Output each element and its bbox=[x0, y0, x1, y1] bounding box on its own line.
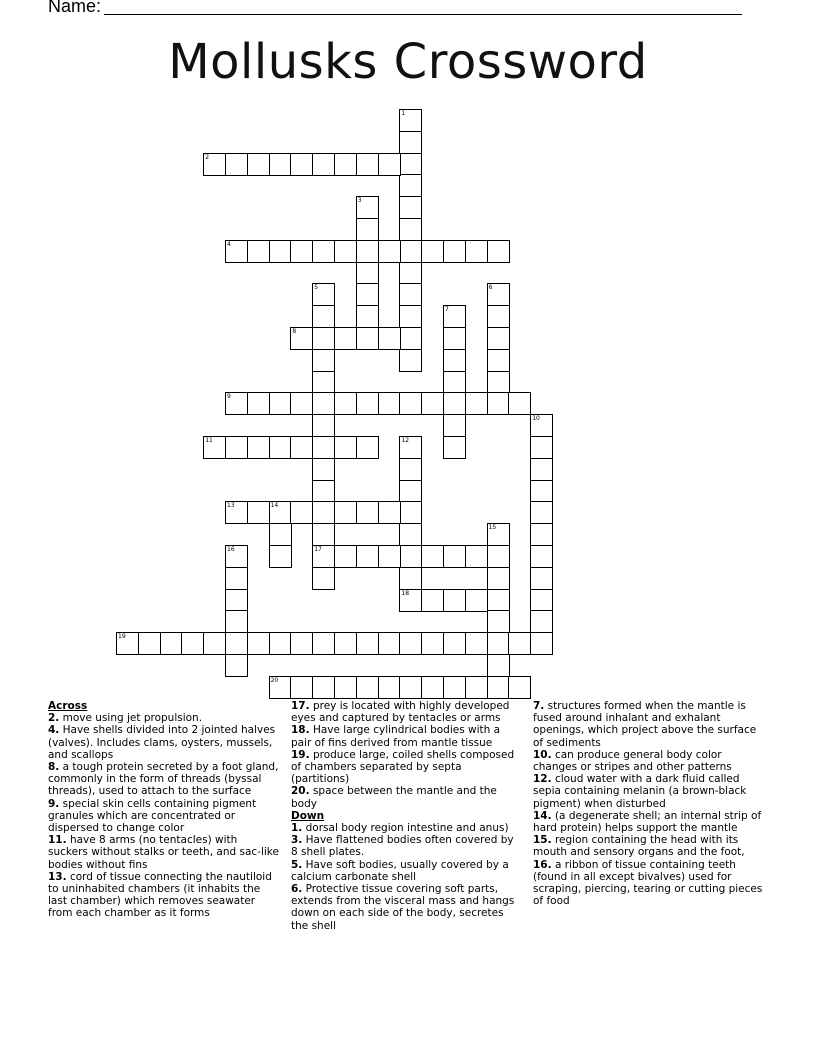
clue-item bbox=[533, 834, 769, 858]
crossword-cell[interactable] bbox=[203, 632, 226, 655]
crossword-cell[interactable] bbox=[247, 632, 270, 655]
crossword-cell[interactable] bbox=[487, 283, 510, 306]
crossword-cell[interactable] bbox=[225, 545, 248, 568]
crossword-cell[interactable] bbox=[508, 676, 531, 699]
crossword-cell[interactable] bbox=[225, 392, 248, 415]
crossword-cell[interactable] bbox=[465, 589, 488, 612]
crossword-cell[interactable] bbox=[530, 458, 553, 481]
crossword-cell[interactable] bbox=[421, 589, 444, 612]
clue-text: can produce general body color changes or stripes and other patterns bbox=[533, 748, 732, 774]
crossword-cell[interactable] bbox=[399, 196, 422, 219]
crossword-cell[interactable] bbox=[399, 436, 422, 459]
crossword-cell[interactable] bbox=[378, 501, 401, 524]
crossword-cell[interactable] bbox=[290, 392, 313, 415]
crossword-cell[interactable] bbox=[356, 283, 379, 306]
clue-item bbox=[291, 859, 523, 883]
crossword-cell[interactable] bbox=[399, 523, 422, 546]
crossword-cell[interactable] bbox=[399, 262, 422, 285]
clue-number: 20. bbox=[291, 785, 310, 798]
clue-item bbox=[291, 883, 523, 932]
crossword-cell[interactable] bbox=[356, 632, 379, 655]
crossword-cell[interactable] bbox=[269, 240, 292, 263]
clue-item bbox=[291, 700, 523, 724]
crossword-cell[interactable] bbox=[487, 240, 510, 263]
crossword-cell[interactable] bbox=[356, 436, 379, 459]
crossword-cell[interactable] bbox=[312, 458, 335, 481]
crossword-cell[interactable] bbox=[225, 501, 248, 524]
crossword-cell[interactable] bbox=[290, 327, 313, 350]
crossword-cell[interactable] bbox=[487, 523, 510, 546]
crossword-cell[interactable] bbox=[399, 218, 422, 241]
crossword-cell[interactable] bbox=[487, 545, 510, 568]
clue-number: 17. bbox=[291, 700, 310, 712]
clue-text: Have flattened bodies often covered by 8 shell plates. bbox=[291, 834, 514, 859]
crossword-cell[interactable] bbox=[312, 349, 335, 372]
clue-text: cloud water with a dark fluid called sepia containing melanin (a brown-black pigment) when disturbed bbox=[533, 773, 747, 810]
clue-item bbox=[533, 773, 769, 810]
crossword-cell[interactable] bbox=[399, 283, 422, 306]
clue-text: (a degenerate shell; an internal strip of hard protein) helps support the mantle bbox=[533, 809, 762, 835]
crossword-cell[interactable] bbox=[312, 501, 335, 524]
crossword-cell[interactable] bbox=[421, 240, 444, 263]
crossword-cell[interactable] bbox=[465, 676, 488, 699]
crossword-cell[interactable] bbox=[312, 305, 335, 328]
crossword-cell[interactable] bbox=[290, 153, 313, 176]
crossword-cell[interactable] bbox=[421, 632, 444, 655]
crossword-cell[interactable] bbox=[530, 436, 553, 459]
clue-number: 19 bbox=[118, 633, 126, 641]
clue-number: 10. bbox=[533, 748, 552, 761]
clue-number: 3 bbox=[357, 197, 362, 205]
crossword-cell[interactable] bbox=[247, 240, 270, 263]
clue-number: 7 bbox=[445, 306, 449, 314]
crossword-cell[interactable] bbox=[269, 501, 292, 524]
crossword-cell[interactable] bbox=[312, 283, 335, 306]
crossword-cell[interactable] bbox=[443, 414, 466, 437]
crossword-cell[interactable] bbox=[487, 676, 510, 699]
clue-heading: Down bbox=[291, 809, 325, 822]
crossword-cell[interactable] bbox=[443, 589, 466, 612]
crossword-cell[interactable] bbox=[378, 545, 401, 568]
crossword-cell[interactable] bbox=[508, 392, 531, 415]
clue-number: 12. bbox=[533, 773, 552, 786]
crossword-cell[interactable] bbox=[487, 654, 510, 677]
crossword-cell[interactable] bbox=[269, 632, 292, 655]
crossword-cell[interactable] bbox=[443, 371, 466, 394]
crossword-cell[interactable] bbox=[530, 545, 553, 568]
crossword-cell[interactable] bbox=[312, 480, 335, 503]
clue-text: space between the mantle and the body bbox=[291, 785, 497, 810]
crossword-cell[interactable] bbox=[530, 589, 553, 612]
page-title: Mollusks Crossword bbox=[168, 34, 648, 90]
clue-item bbox=[291, 749, 523, 786]
crossword-cell[interactable] bbox=[399, 676, 422, 699]
crossword-cell[interactable] bbox=[334, 545, 357, 568]
clue-number: 10 bbox=[532, 415, 540, 423]
clue-number: 16 bbox=[227, 546, 235, 553]
crossword-cell[interactable] bbox=[508, 632, 531, 655]
clue-text: move using jet propulsion. bbox=[59, 712, 203, 725]
clue-text: a tough protein secreted by a foot gland, commonly in the form of threads (byssal threads), used to attach to the surface bbox=[48, 761, 279, 798]
clue-column-3 bbox=[533, 700, 769, 907]
crossword-cell[interactable] bbox=[312, 567, 335, 590]
crossword-cell[interactable] bbox=[225, 589, 248, 612]
crossword-cell[interactable] bbox=[290, 501, 313, 524]
crossword-cell[interactable] bbox=[356, 218, 379, 241]
crossword-cell[interactable] bbox=[421, 392, 444, 415]
crossword-cell[interactable] bbox=[378, 676, 401, 699]
crossword-cell[interactable] bbox=[399, 458, 422, 481]
crossword-cell[interactable] bbox=[356, 545, 379, 568]
crossword-cell[interactable] bbox=[334, 501, 357, 524]
clue-number: 8 bbox=[292, 328, 297, 335]
clue-number: 18 bbox=[401, 589, 410, 597]
clue-item bbox=[48, 871, 280, 920]
clue-number: 11. bbox=[48, 834, 67, 847]
crossword-cell[interactable] bbox=[269, 392, 292, 415]
crossword-cell[interactable] bbox=[334, 632, 357, 655]
crossword-cell[interactable] bbox=[487, 392, 510, 415]
clue-number: 17 bbox=[314, 546, 322, 553]
clue-number: 15 bbox=[488, 524, 497, 532]
crossword-cell[interactable] bbox=[334, 153, 357, 176]
clue-number: 18. bbox=[291, 724, 310, 737]
crossword-cell[interactable] bbox=[487, 349, 510, 372]
crossword-cell[interactable] bbox=[443, 349, 466, 372]
crossword-cell[interactable] bbox=[356, 676, 379, 699]
crossword-cell[interactable] bbox=[487, 567, 510, 590]
crossword-cell[interactable] bbox=[399, 349, 422, 372]
clue-number: 19. bbox=[291, 748, 310, 761]
crossword-cell[interactable] bbox=[443, 676, 466, 699]
crossword-cell[interactable] bbox=[465, 392, 488, 415]
crossword-cell[interactable] bbox=[443, 327, 466, 350]
clue-number: 6. bbox=[291, 883, 303, 896]
clue-text: Have shells divided into 2 jointed halves (valves). Includes clams, oysters, mussels, and scallops bbox=[48, 724, 276, 761]
crossword-cell[interactable] bbox=[225, 654, 248, 677]
crossword-cell[interactable] bbox=[312, 523, 335, 546]
crossword-cell[interactable] bbox=[247, 153, 270, 176]
crossword-cell[interactable] bbox=[378, 632, 401, 655]
crossword-cell[interactable] bbox=[378, 392, 401, 415]
crossword-cell[interactable] bbox=[290, 676, 313, 699]
clue-number: 16. bbox=[533, 858, 552, 871]
crossword-cell[interactable] bbox=[312, 371, 335, 394]
clue-text: prey is located with highly developed eyes and captured by tentacles or arms bbox=[291, 700, 510, 725]
clue-number: 12 bbox=[401, 437, 410, 444]
crossword-cell[interactable] bbox=[421, 545, 444, 568]
crossword-cell[interactable] bbox=[399, 501, 422, 524]
crossword-cell[interactable] bbox=[290, 436, 313, 459]
crossword-cell[interactable] bbox=[334, 676, 357, 699]
crossword-cell[interactable] bbox=[356, 240, 379, 263]
clue-number: 4 bbox=[227, 240, 231, 248]
crossword-cell[interactable] bbox=[312, 545, 335, 568]
crossword-cell[interactable] bbox=[225, 153, 248, 176]
crossword-cell[interactable] bbox=[356, 501, 379, 524]
clue-number: 9 bbox=[227, 393, 231, 401]
clue-heading: Across bbox=[48, 700, 88, 712]
crossword-cell[interactable] bbox=[487, 305, 510, 328]
crossword-cell[interactable] bbox=[312, 676, 335, 699]
clue-number: 6 bbox=[488, 284, 493, 292]
clue-text: special skin cells containing pigment granules which are concentrated or dispersed to change color bbox=[48, 797, 257, 835]
clue-number: 5. bbox=[291, 858, 303, 871]
crossword-cell[interactable] bbox=[399, 545, 422, 568]
clue-number: 14. bbox=[533, 809, 552, 822]
clue-number: 13. bbox=[48, 870, 67, 883]
crossword-cell[interactable] bbox=[487, 589, 510, 612]
crossword-cell[interactable] bbox=[399, 392, 422, 415]
crossword-cell[interactable] bbox=[399, 240, 422, 263]
crossword-cell[interactable] bbox=[312, 392, 335, 415]
crossword-cell[interactable] bbox=[443, 436, 466, 459]
crossword-cell[interactable] bbox=[334, 392, 357, 415]
clue-text: Have large cylindrical bodies with a pair of fins derived from mantle tissue bbox=[291, 724, 501, 749]
crossword-cell[interactable] bbox=[465, 632, 488, 655]
crossword-cell[interactable] bbox=[356, 327, 379, 350]
crossword-cell[interactable] bbox=[225, 632, 248, 655]
crossword-cell[interactable] bbox=[247, 392, 270, 415]
clue-number: 20 bbox=[270, 676, 279, 684]
crossword-cell[interactable] bbox=[203, 153, 226, 176]
clue-text: cord of tissue connecting the nautiloid to uninhabited chambers (it inhabits the last chamber) which removes seawater from each chamber as it forms bbox=[48, 870, 272, 920]
crossword-cell[interactable] bbox=[203, 436, 226, 459]
crossword-cell[interactable] bbox=[399, 567, 422, 590]
clue-item bbox=[48, 712, 280, 724]
crossword-cell[interactable] bbox=[399, 153, 422, 176]
clue-item bbox=[533, 859, 769, 908]
crossword-cell[interactable] bbox=[312, 327, 335, 350]
crossword-cell[interactable] bbox=[269, 153, 292, 176]
clue-number: 13 bbox=[227, 502, 235, 510]
crossword-cell[interactable] bbox=[269, 545, 292, 568]
clue-text: a ribbon of tissue containing teeth (found in all except bivalves) used for scraping, piercing, tearing or cutting pieces of food bbox=[533, 858, 763, 908]
crossword-cell[interactable] bbox=[225, 240, 248, 263]
clue-item bbox=[291, 834, 523, 858]
crossword-cell[interactable] bbox=[225, 610, 248, 633]
crossword-cell[interactable] bbox=[247, 501, 270, 524]
clue-item bbox=[48, 724, 280, 761]
crossword-cell[interactable] bbox=[225, 567, 248, 590]
crossword-cell[interactable] bbox=[530, 523, 553, 546]
crossword-cell[interactable] bbox=[181, 632, 204, 655]
clue-number: 5 bbox=[314, 284, 319, 292]
crossword-cell[interactable] bbox=[334, 240, 357, 263]
crossword-cell[interactable] bbox=[269, 676, 292, 699]
clue-number: 15. bbox=[533, 834, 552, 847]
crossword-cell[interactable] bbox=[312, 153, 335, 176]
crossword-cell[interactable] bbox=[399, 305, 422, 328]
clue-number: 2. bbox=[48, 712, 60, 725]
crossword-cell[interactable] bbox=[356, 262, 379, 285]
clue-number: 11 bbox=[205, 437, 213, 444]
clue-number: 1 bbox=[401, 110, 406, 117]
crossword-cell[interactable] bbox=[399, 589, 422, 612]
crossword-cell[interactable] bbox=[487, 371, 510, 394]
crossword-cell[interactable] bbox=[334, 436, 357, 459]
clue-item bbox=[48, 761, 280, 798]
crossword-cell[interactable] bbox=[487, 632, 510, 655]
clue-number: 4. bbox=[48, 724, 60, 737]
clue-number: 8. bbox=[48, 761, 60, 774]
crossword-cell[interactable] bbox=[399, 327, 422, 350]
crossword-cell[interactable] bbox=[530, 501, 553, 524]
crossword-cell[interactable] bbox=[312, 436, 335, 459]
crossword-cell[interactable] bbox=[312, 240, 335, 263]
crossword-cell[interactable] bbox=[247, 436, 270, 459]
crossword-cell[interactable] bbox=[487, 327, 510, 350]
crossword-cell[interactable] bbox=[443, 545, 466, 568]
crossword-cell[interactable] bbox=[334, 327, 357, 350]
clue-text: region containing the head with its mouth and sensory organs and the foot, bbox=[533, 834, 745, 859]
name-label: Name: bbox=[48, 0, 102, 16]
crossword-cell[interactable] bbox=[421, 676, 444, 699]
name-field[interactable] bbox=[104, 14, 742, 15]
crossword-cell[interactable] bbox=[443, 392, 466, 415]
clue-item bbox=[48, 834, 280, 871]
crossword-cell[interactable] bbox=[378, 153, 401, 176]
crossword-cell[interactable] bbox=[269, 523, 292, 546]
crossword-cell[interactable] bbox=[356, 392, 379, 415]
crossword-cell[interactable] bbox=[443, 240, 466, 263]
crossword-cell[interactable] bbox=[530, 414, 553, 437]
crossword-cell[interactable] bbox=[138, 632, 161, 655]
clue-number: 3. bbox=[291, 834, 303, 847]
clue-item bbox=[533, 700, 769, 749]
clue-item bbox=[533, 810, 769, 834]
clue-item bbox=[291, 822, 523, 834]
crossword-cell[interactable] bbox=[530, 480, 553, 503]
clue-column-1 bbox=[48, 700, 280, 920]
clue-item bbox=[48, 798, 280, 835]
clue-item bbox=[533, 749, 769, 773]
clue-column-2 bbox=[291, 700, 523, 932]
clue-number: 14 bbox=[270, 502, 279, 510]
clue-number: 9. bbox=[48, 797, 60, 810]
crossword-cell[interactable] bbox=[290, 632, 313, 655]
crossword-cell[interactable] bbox=[443, 305, 466, 328]
clue-text: Have soft bodies, usually covered by a calcium carbonate shell bbox=[291, 858, 509, 883]
crossword-cell[interactable] bbox=[225, 436, 248, 459]
clue-text: Protective tissue covering soft parts, extends from the visceral mass and hangs down on each side of the body, secretes the shell bbox=[291, 883, 515, 932]
clue-text: produce large, coiled shells composed of chambers separated by septa (partitions) bbox=[291, 748, 515, 786]
clue-number: 2 bbox=[205, 153, 210, 161]
clue-number: 7. bbox=[533, 700, 545, 712]
crossword-cell[interactable] bbox=[356, 196, 379, 219]
crossword-cell[interactable] bbox=[399, 480, 422, 503]
crossword-cell[interactable] bbox=[290, 240, 313, 263]
crossword-cell[interactable] bbox=[356, 153, 379, 176]
crossword-cell[interactable] bbox=[487, 610, 510, 633]
crossword-cell[interactable] bbox=[399, 109, 422, 132]
crossword-cell[interactable] bbox=[530, 567, 553, 590]
crossword-cell[interactable] bbox=[356, 305, 379, 328]
crossword-cell[interactable] bbox=[312, 414, 335, 437]
crossword-cell[interactable] bbox=[465, 545, 488, 568]
crossword-cell[interactable] bbox=[378, 240, 401, 263]
crossword-cell[interactable] bbox=[116, 632, 139, 655]
crossword-cell[interactable] bbox=[160, 632, 183, 655]
crossword-cell[interactable] bbox=[312, 632, 335, 655]
clue-item bbox=[291, 724, 523, 748]
crossword-cell[interactable] bbox=[465, 240, 488, 263]
crossword-cell[interactable] bbox=[399, 174, 422, 197]
crossword-cell[interactable] bbox=[399, 632, 422, 655]
clue-number: 1. bbox=[291, 822, 303, 835]
crossword-cell[interactable] bbox=[269, 436, 292, 459]
crossword-cell[interactable] bbox=[378, 327, 401, 350]
crossword-cell[interactable] bbox=[530, 610, 553, 633]
crossword-cell[interactable] bbox=[530, 632, 553, 655]
clue-item bbox=[291, 785, 523, 809]
crossword-cell[interactable] bbox=[399, 131, 422, 154]
clue-text: dorsal body region intestine and anus) bbox=[302, 822, 509, 835]
clue-text: have 8 arms (no tentacles) with suckers without stalks or teeth, and sac-like bodies without fins bbox=[48, 834, 279, 871]
crossword-cell[interactable] bbox=[443, 632, 466, 655]
clue-text: structures formed when the mantle is fused around inhalant and exhalant openings, which project above the surface of sediments bbox=[533, 700, 757, 749]
